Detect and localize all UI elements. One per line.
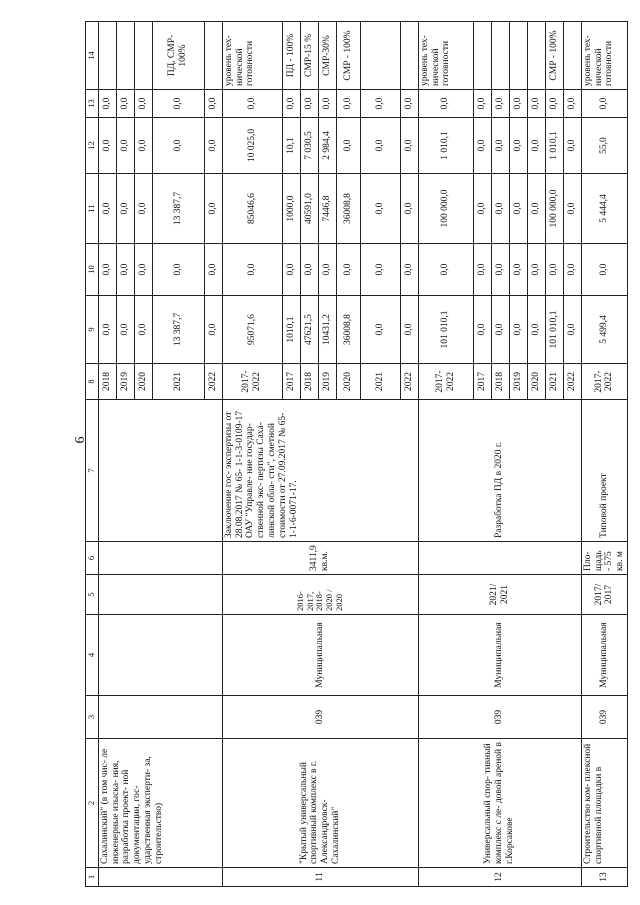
year-cell: 2017	[473, 364, 491, 400]
federal-cell: 0,0	[204, 244, 222, 296]
year-cell: 2019	[509, 364, 527, 400]
local-cell: 0,0	[360, 118, 400, 174]
local-cell: 10,1	[282, 118, 300, 174]
year-cell: 2018	[491, 364, 509, 400]
federal-cell: 0,0	[318, 244, 336, 296]
ownership-cell: Муниципальная	[418, 615, 581, 696]
local-cell: 0,0	[527, 118, 545, 174]
basis-cell	[98, 400, 222, 542]
regional-cell: 0,0	[563, 174, 581, 244]
period-cell: 2021/ 2021	[418, 575, 581, 615]
row-number	[98, 868, 222, 887]
year-cell: 2021	[152, 364, 204, 400]
federal-cell: 0,0	[545, 244, 563, 296]
total-cell: 0,0	[473, 296, 491, 364]
readiness-cell: ПД, СМР- 100%	[152, 22, 204, 90]
federal-cell: 0,0	[400, 244, 418, 296]
federal-cell: 0,0	[581, 244, 627, 296]
period-cell: 2017/ 2017	[581, 575, 627, 615]
other-cell: 0,0	[222, 90, 282, 118]
power-cell	[418, 542, 581, 575]
local-cell: 0,0	[152, 118, 204, 174]
total-cell: 0,0	[360, 296, 400, 364]
total-cell: 0,0	[134, 296, 152, 364]
regional-cell: 13 387,7	[152, 174, 204, 244]
regional-cell: 40591,0	[300, 174, 318, 244]
object-name: "Крытый универсальный спортивный комплекс в г. Александровск- Сахалинский"	[222, 739, 418, 868]
total-cell: 0,0	[563, 296, 581, 364]
col-header: 9	[86, 296, 99, 364]
readiness-cell: СМР - 100%	[545, 22, 563, 90]
local-cell: 0,0	[336, 118, 360, 174]
other-cell: 0,0	[318, 90, 336, 118]
code-cell: 039	[581, 696, 627, 739]
col-header: 8	[86, 364, 99, 400]
other-cell: 0,0	[563, 90, 581, 118]
other-cell: 0,0	[300, 90, 318, 118]
table-row	[222, 22, 282, 887]
basis-cell: Типовой проект	[581, 400, 627, 542]
col-header: 7	[86, 400, 99, 542]
regional-cell: 0,0	[204, 174, 222, 244]
regional-cell: 1000,0	[282, 174, 300, 244]
table-row	[581, 22, 627, 887]
regional-cell: 36008,8	[336, 174, 360, 244]
ownership-cell	[98, 615, 222, 696]
code-cell	[98, 696, 222, 739]
regional-cell: 0,0	[116, 174, 134, 244]
federal-cell: 0,0	[116, 244, 134, 296]
regional-cell: 0,0	[98, 174, 116, 244]
federal-cell: 0,0	[563, 244, 581, 296]
federal-cell: 0,0	[491, 244, 509, 296]
federal-cell: 0,0	[473, 244, 491, 296]
other-cell: 0,0	[336, 90, 360, 118]
year-cell: 2017- 2022	[581, 364, 627, 400]
readiness-cell: СМР-15 %	[300, 22, 318, 90]
object-name: Строительство ком- плексной спортивной площадки в	[581, 739, 627, 868]
other-cell: 0,0	[400, 90, 418, 118]
federal-cell: 0,0	[300, 244, 318, 296]
power-cell: Пло- щадь - 575 кв. м	[581, 542, 627, 575]
total-cell: 0,0	[509, 296, 527, 364]
total-cell: 13 387,7	[152, 296, 204, 364]
total-cell: 0,0	[116, 296, 134, 364]
regional-cell: 0,0	[491, 174, 509, 244]
year-cell: 2017- 2022	[418, 364, 473, 400]
col-header: 10	[86, 244, 99, 296]
power-cell	[98, 542, 222, 575]
total-cell: 10431,2	[318, 296, 336, 364]
readiness-cell: уровень тех- нической готовности	[418, 22, 473, 90]
regional-cell: 0,0	[400, 174, 418, 244]
other-cell: 0,0	[152, 90, 204, 118]
header-row	[86, 22, 99, 887]
federal-cell: 0,0	[509, 244, 527, 296]
col-header: 5	[86, 575, 99, 615]
other-cell: 0,0	[360, 90, 400, 118]
federal-cell: 0,0	[527, 244, 545, 296]
local-cell: 2 984,4	[318, 118, 336, 174]
other-cell: 0,0	[98, 90, 116, 118]
period-cell: 2016- 2017, 2018- 2020 / 2020	[222, 575, 418, 615]
local-cell: 0,0	[491, 118, 509, 174]
federal-cell: 0,0	[98, 244, 116, 296]
readiness-cell: СМР-30%	[318, 22, 336, 90]
object-name: Универсальный спор- тивный комплекс с ле- довой ареной в г.Корсакове	[418, 739, 581, 868]
period-cell	[98, 575, 222, 615]
local-cell: 1 010,1	[545, 118, 563, 174]
year-cell: 2017- 2022	[222, 364, 282, 400]
row-number: 11	[222, 868, 418, 887]
page-number: 6	[73, 436, 88, 444]
readiness-cell	[473, 22, 491, 90]
regional-cell: 100 000,0	[418, 174, 473, 244]
federal-cell: 0,0	[360, 244, 400, 296]
year-cell: 2022	[204, 364, 222, 400]
regional-cell: 0,0	[509, 174, 527, 244]
total-cell: 5 499,4	[581, 296, 627, 364]
code-cell: 039	[222, 696, 418, 739]
rotated-page	[85, 22, 626, 887]
other-cell: 0,0	[509, 90, 527, 118]
total-cell: 95071,6	[222, 296, 282, 364]
ownership-cell: Муниципальная	[581, 615, 627, 696]
table-row	[98, 22, 116, 887]
year-cell: 2019	[318, 364, 336, 400]
federal-cell: 0,0	[152, 244, 204, 296]
other-cell: 0,0	[527, 90, 545, 118]
col-header: 1	[86, 868, 99, 887]
readiness-cell	[491, 22, 509, 90]
total-cell: 0,0	[400, 296, 418, 364]
total-cell: 0,0	[204, 296, 222, 364]
regional-cell: 5 444,4	[581, 174, 627, 244]
total-cell: 101 010,1	[545, 296, 563, 364]
regional-cell: 0,0	[360, 174, 400, 244]
row-number: 13	[581, 868, 627, 887]
local-cell: 0,0	[134, 118, 152, 174]
year-cell: 2018	[98, 364, 116, 400]
regional-cell: 100 000,0	[545, 174, 563, 244]
local-cell: 7 030,5	[300, 118, 318, 174]
col-header: 2	[86, 739, 99, 868]
regional-cell: 0,0	[527, 174, 545, 244]
year-cell: 2022	[563, 364, 581, 400]
total-cell: 0,0	[527, 296, 545, 364]
power-cell: 3411,9 кв.м.	[222, 542, 418, 575]
investment-table	[85, 21, 628, 887]
col-header: 4	[86, 615, 99, 696]
object-name: Сахалинский" (в том чис- ле инженерные изыска- ния, разработка проект- ной документации, гос- ударственная эксперти- за, строительство)	[98, 739, 222, 868]
local-cell: 0,0	[204, 118, 222, 174]
total-cell: 0,0	[491, 296, 509, 364]
regional-cell: 0,0	[134, 174, 152, 244]
other-cell: 0,0	[204, 90, 222, 118]
total-cell: 1010,1	[282, 296, 300, 364]
year-cell: 2022	[400, 364, 418, 400]
col-header: 6	[86, 542, 99, 575]
federal-cell: 0,0	[134, 244, 152, 296]
readiness-cell: уровень тех- нической готовности	[581, 22, 627, 90]
year-cell: 2021	[360, 364, 400, 400]
other-cell: 0,0	[134, 90, 152, 118]
total-cell: 47621,5	[300, 296, 318, 364]
local-cell: 0,0	[98, 118, 116, 174]
federal-cell: 0,0	[222, 244, 282, 296]
year-cell: 2019	[116, 364, 134, 400]
readiness-cell	[527, 22, 545, 90]
total-cell: 0,0	[98, 296, 116, 364]
readiness-cell	[509, 22, 527, 90]
local-cell: 0,0	[509, 118, 527, 174]
total-cell: 101 010,1	[418, 296, 473, 364]
local-cell: 0,0	[116, 118, 134, 174]
local-cell: 0,0	[563, 118, 581, 174]
readiness-cell: ПД - 100%	[282, 22, 300, 90]
regional-cell: 0,0	[473, 174, 491, 244]
readiness-cell	[116, 22, 134, 90]
basis-cell: Разработка ПД в 2020 г.	[418, 400, 581, 542]
readiness-cell	[98, 22, 116, 90]
other-cell: 0,0	[418, 90, 473, 118]
other-cell: 0,0	[473, 90, 491, 118]
col-header: 3	[86, 696, 99, 739]
local-cell: 1 010,1	[418, 118, 473, 174]
federal-cell: 0,0	[418, 244, 473, 296]
regional-cell: 7446,8	[318, 174, 336, 244]
federal-cell: 0,0	[336, 244, 360, 296]
local-cell: 10 025,0	[222, 118, 282, 174]
other-cell: 0,0	[545, 90, 563, 118]
ownership-cell: Муниципальная	[222, 615, 418, 696]
regional-cell: 85046,6	[222, 174, 282, 244]
col-header: 12	[86, 118, 99, 174]
readiness-cell	[360, 22, 400, 90]
other-cell: 0,0	[581, 90, 627, 118]
year-cell: 2018	[300, 364, 318, 400]
year-cell: 2020	[527, 364, 545, 400]
readiness-cell	[563, 22, 581, 90]
other-cell: 0,0	[282, 90, 300, 118]
federal-cell: 0,0	[282, 244, 300, 296]
readiness-cell	[134, 22, 152, 90]
year-cell: 2020	[336, 364, 360, 400]
code-cell: 039	[418, 696, 581, 739]
col-header: 14	[86, 22, 99, 90]
basis-cell: Заключение гос- экспертизы от 28.08.2017 № 65- 1-1-3-0109-17 ОАУ "Управле- ние государ- ственной экс- пертизы Саха- линской обла- сти", сметной стоимости от 27.09.2017 № 65- 1-1-6-0071-17.	[222, 400, 418, 542]
local-cell: 55,0	[581, 118, 627, 174]
year-cell: 2021	[545, 364, 563, 400]
readiness-cell	[400, 22, 418, 90]
total-cell: 36008,8	[336, 296, 360, 364]
readiness-cell: СМР - 100%	[336, 22, 360, 90]
local-cell: 0,0	[473, 118, 491, 174]
year-cell: 2020	[134, 364, 152, 400]
row-number: 12	[418, 868, 581, 887]
col-header: 11	[86, 174, 99, 244]
year-cell: 2017	[282, 364, 300, 400]
col-header: 13	[86, 90, 99, 118]
readiness-cell	[204, 22, 222, 90]
local-cell: 0,0	[400, 118, 418, 174]
other-cell: 0,0	[116, 90, 134, 118]
table-row	[418, 22, 473, 887]
other-cell: 0,0	[491, 90, 509, 118]
readiness-cell: уровень тех- нической готовности	[222, 22, 282, 90]
